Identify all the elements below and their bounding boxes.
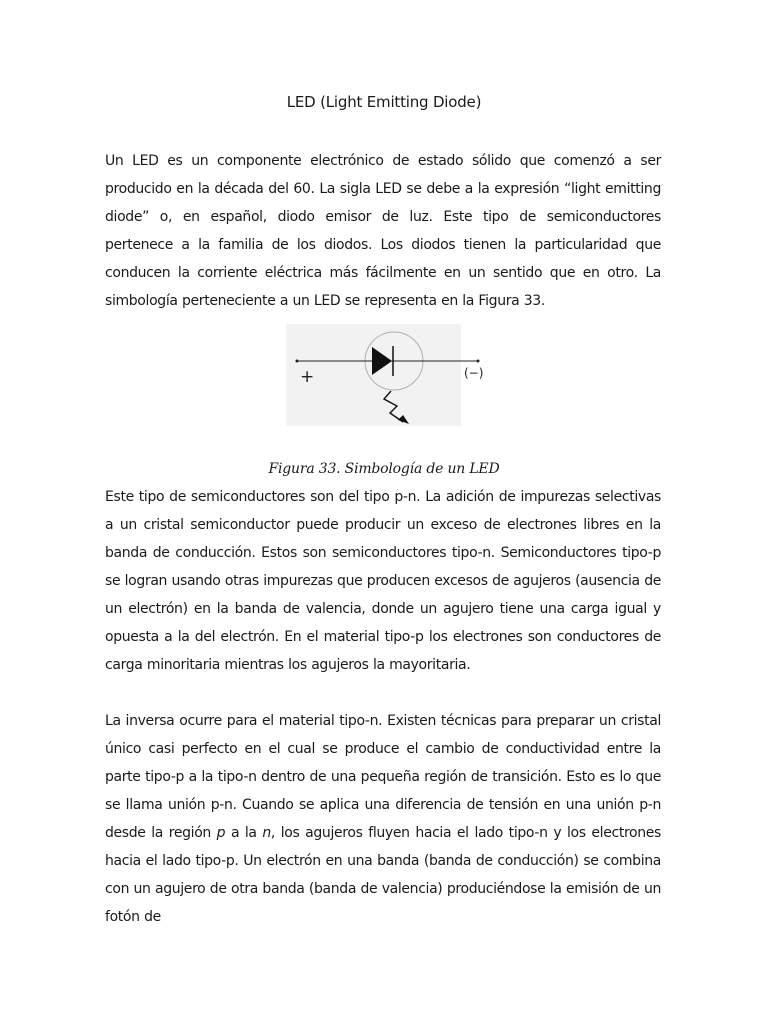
paragraph-text: La inversa ocurre para el material tipo-n. Existen técnicas para preparar un cristal único casi perfecto en el cual se produce el cambio de conductividad entre la parte tipo-p a la tipo-n dentro de una pequeña región de transición. Esto es lo que se llama unión p-n. Cuando se aplica una diferencia de tensión en una unión p-n desde la región: [105, 713, 661, 841]
paragraph-text: , los agujeros fluyen hacia el lado tipo-n y los electrones hacia el lado tipo-p. Un electrón en una banda (banda de conducción) se combina con un agujero de otra banda (banda de valencia) produciéndose la emisión de un fotón de: [105, 825, 661, 925]
minus-label: (−): [464, 366, 484, 380]
document-title: LED (Light Emitting Diode): [286, 93, 482, 111]
arrow-head: [398, 415, 409, 424]
variable-p: p: [216, 825, 226, 841]
paragraph-pn-junction: [105, 707, 661, 931]
anode-terminal: [296, 360, 299, 363]
led-diode-symbol-icon: [286, 324, 484, 426]
plus-label: +: [300, 367, 315, 387]
paragraph-semiconductors: Este tipo de semiconductores son del tipo p-n. La adición de impurezas selectivas a un cristal semiconductor puede producir un exceso de electrones libres en la banda de conducción. Estos son semiconductores tipo-n. Semiconductores tipo-p se logran usando otras impurezas que producen excesos de agujeros (ausencia de un electrón) en la banda de valencia, donde un agujero tiene una carga igual y opuesta a la del electrón. En el material tipo-p los electrones son conductores de carga minoritaria mientras los agujeros la mayoritaria.: [105, 489, 661, 673]
variable-n: n: [262, 825, 271, 841]
cathode-terminal: [477, 360, 480, 363]
figure-caption: Figura 33. Simbología de un LED: [268, 461, 500, 477]
diode-triangle: [372, 347, 392, 375]
light-emission-arrow: [384, 391, 403, 422]
paragraph-text: a la: [225, 825, 263, 841]
figure-led-symbol: [286, 324, 484, 426]
paragraph-intro: Un LED es un componente electrónico de estado sólido que comenzó a ser producido en la década del 60. La sigla LED se debe a la expresión “light emitting diode” o, en español, diodo emisor de luz. Este tipo de semiconductores pertenece a la familia de los diodos. Los diodos tienen la particularidad que conducen la corriente eléctrica más fácilmente en un sentido que en otro. La simbología perteneciente a un LED se representa en la Figura 33.: [105, 153, 661, 309]
